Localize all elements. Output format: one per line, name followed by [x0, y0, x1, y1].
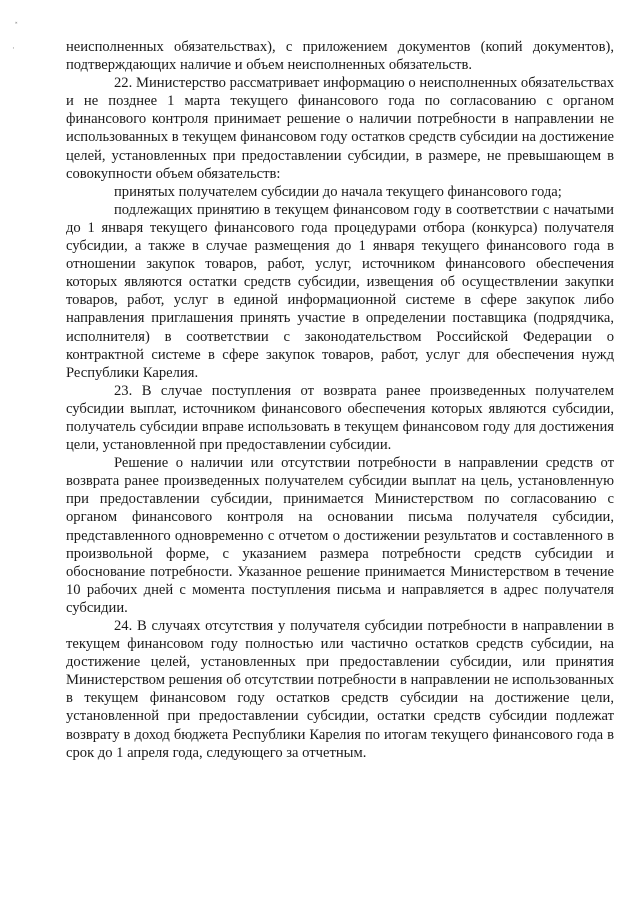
- document-page: [66, 38, 614, 762]
- paragraph-22: 22. Министерство рассматривает информацию о неисполненных обязательствах и не позднее 1 марта текущего финансового года по согласованию с органом финансового контроля принимает решение о наличии потребности в направлении не использованных в текущем финансовом году остатков средств субсидии на достижение целей, установленных при предоставлении субсидии, в размере, не превышающем в совокупности объем обязательств:: [66, 75, 614, 182]
- paragraph-24: 24. В случаях отсутствия у получателя субсидии потребности в направлении в текущем финансовом году полностью или частично остатков средств субсидии, на достижение целей, установленных при предоставлении субсидии, или принятия Министерством решения об отсутствии потребности в направлении не использованных в текущем финансовом году остатков средств субсидии на достижение цели, установленной при предоставлении субсидии, остатки средств субсидии подлежат возврату в доход бюджета Республики Карелия по итогам текущего финансового года в срок до 1 апреля года, следующего за отчетным.: [66, 618, 614, 761]
- scan-dot: ·: [12, 44, 15, 54]
- paragraph-continuation: неисполненных обязательствах), с приложением документов (копий документов), подтверждающих наличие и объем неисполненных обязательств.: [66, 39, 614, 74]
- scan-mark: ˟: [14, 22, 19, 32]
- paragraph-23-decision: Решение о наличии или отсутствии потребности в направлении средств от возврата ранее произведенных получателем субсидии выплат на цель, установленную при предоставлении субсидии, принимается Министерством по согласованию с органом финансового контроля на основании письма получателя субсидии, представленного одновременно с отчетом о достижении результатов и составленного в произвольной форме, с указанием размера потребности средств субсидии и обоснование потребности. Указанное решение принимается Министерством в течение 10 рабочих дней с момента поступления письма и направляется в адрес получателя субсидии.: [66, 455, 614, 616]
- paragraph-22-item-1: принятых получателем субсидии до начала текущего финансового года;: [114, 183, 562, 200]
- paragraph-23: 23. В случае поступления от возврата ранее произведенных получателем субсидии выплат, источником финансового обеспечения которых являются субсидии, получатель субсидии вправе использовать в текущем финансовом году для достижения цели, установленной при предоставлении субсидии.: [66, 382, 614, 454]
- paragraph-22-item-2: подлежащих принятию в текущем финансовом году в соответствии с начатыми до 1 января текущего финансового года процедурами отбора (конкурса) получателя субсидии, а также в случае размещения до 1 января текущего финансового года в отношении закупок товаров, работ, услуг, источником финансового обеспечения которых являются остатки средств субсидии, извещения об осуществлении закупки товаров, работ, услуг в единой информационной системе в сфере закупок либо направления приглашения принять участие в определении поставщика (подрядчика, исполнителя) в соответствии с законодательством Российской Федерации о контрактной системе в сфере закупок товаров, работ, услуг для обеспечения нужд Республики Карелия.: [66, 201, 614, 381]
